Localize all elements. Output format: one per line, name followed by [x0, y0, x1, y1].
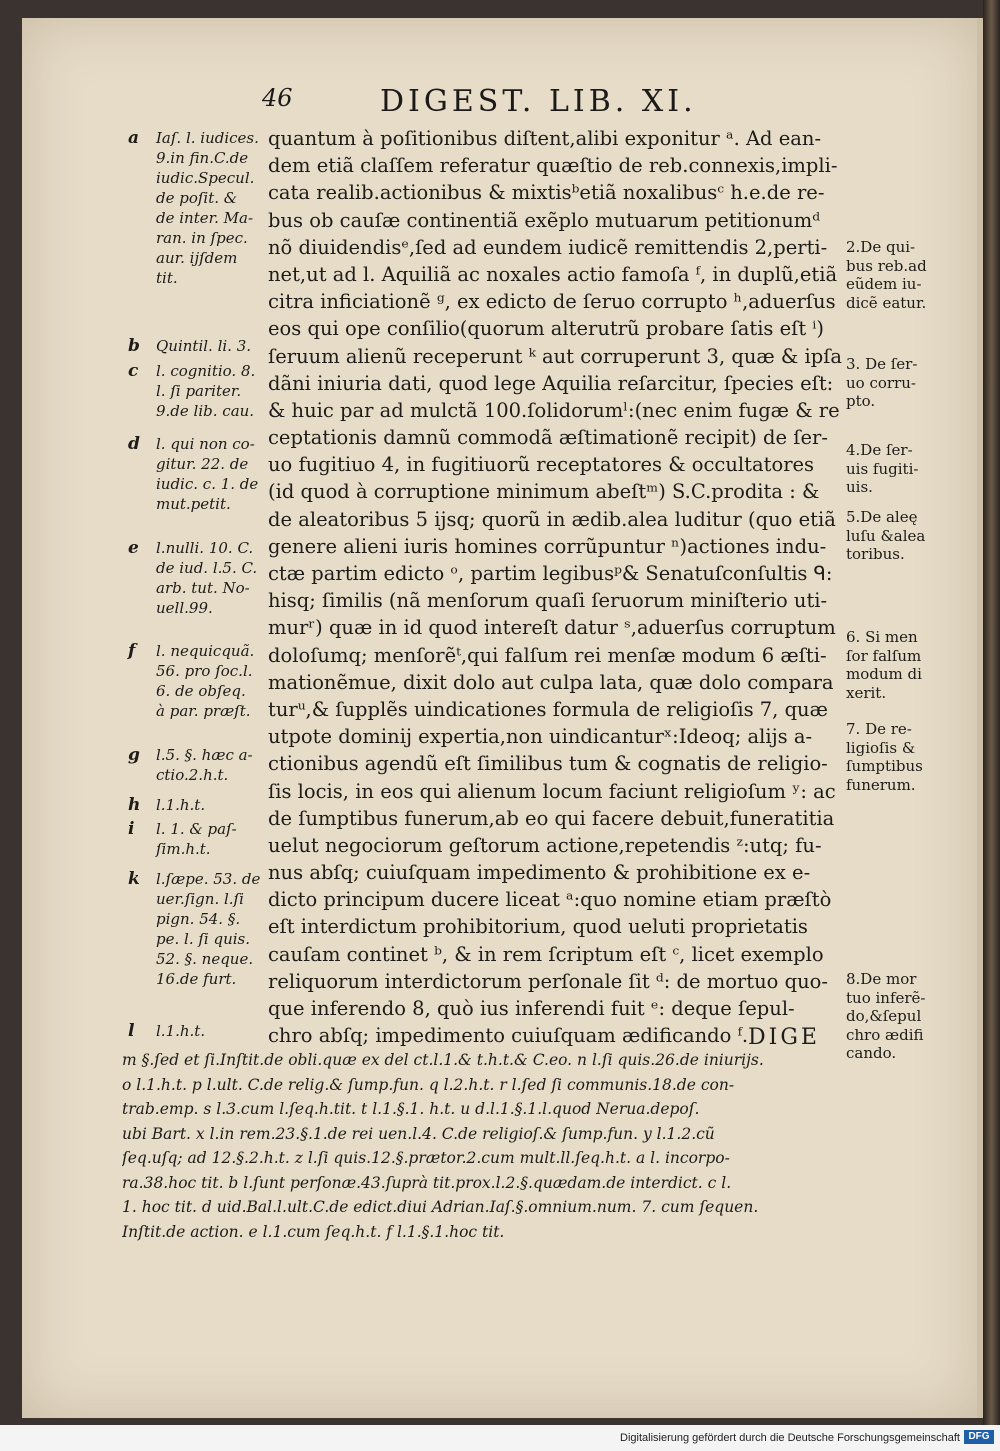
footnote-line: Inſtit.de action. e l.1.cum ſeq.h.t. f l.1.§.1.hoc tit. [122, 1222, 505, 1241]
footnote-line: ubi Bart. x l.in rem.23.§.1.de rei uen.l.4. C.de religioſ.& ſump.fun. y l.1.2.cũ [122, 1124, 715, 1143]
left-note [128, 361, 268, 421]
side-note: 7. De re- ligioſis & ſumptibus funerum. [846, 720, 923, 794]
left-note-mark: b [128, 336, 140, 356]
left-note-text: l.1.h.t. [156, 796, 206, 814]
left-note-mark: k [128, 869, 140, 889]
left-note-text: l. nequicquã. 56. pro ſoc.l. 6. de obſeq. à par. præſt. [156, 642, 255, 720]
left-note [128, 434, 268, 514]
text-line: que inferendo 8, quò ius inferendi fuit ᵉ: deque ſepul- [268, 997, 795, 1020]
text-line: bus ob cauſæ continentiã exẽplo mutuarum petitionumᵈ [268, 208, 821, 232]
side-note: 8.De mor tuo inferẽ- do,&ſepul chro ædifi cando. [846, 970, 926, 1062]
text-line: & huic par ad mulctã 100.ſolidorumˡ:(nec enim fugæ & re [268, 398, 840, 422]
left-note [128, 745, 268, 785]
left-note [128, 128, 268, 288]
left-note-text: l.nulli. 10. C. de iud. l.5. C. arb. tut. No- uell.99. [156, 539, 258, 617]
left-note-text: Quintil. li. 3. [156, 337, 252, 355]
text-line: cauſam continet ᵇ, & in rem ſcriptum eſt ᶜ, licet exemplo [268, 942, 824, 966]
text-line: (id quod à corruptione minimum abeſtᵐ) S.C.prodita : & [268, 480, 820, 504]
text-line: quantum à poſitionibus diſtent,alibi exponitur ᵃ. Ad ean- [268, 127, 822, 150]
text-line: dãni iniuria dati, quod lege Aquilia reſarcitur, ſpecies eſt: [268, 371, 834, 395]
left-note-mark: l [128, 1021, 135, 1041]
text-line: net,ut ad l. Aquiliã ac noxales actio famoſa ᶠ, in duplũ,etiã [268, 262, 838, 286]
catchword: DIGE [748, 1025, 820, 1050]
left-note [128, 641, 268, 721]
text-line: hisq; ſimilis (nã menſorum quaſi ſeruorum miniſterio uti- [268, 589, 828, 613]
left-note-mark: a [128, 128, 140, 148]
left-note-mark: e [128, 538, 139, 558]
main-text [268, 125, 843, 1049]
text-line: eos qui ope conſilio(quorum alterutrũ probare ſatis eſt ⁱ) [268, 317, 824, 341]
text-line: murʳ) quæ in id quod intereſt datur ˢ,aduerſus corruptum [268, 616, 836, 640]
dfg-logo: DFG [964, 1430, 994, 1444]
left-note [128, 869, 268, 989]
text-line: uo fugitiuo 4, in fugitiuorũ receptatores & occultatores [268, 453, 815, 477]
footnotes [122, 1048, 842, 1244]
left-note-text: l. qui non co- gitur. 22. de iudic. c. 1. de mut.petit. [156, 435, 259, 513]
text-line: utpote dominij expertia,non uindicanturˣ:Ideoq; alijs a- [268, 725, 813, 749]
left-note-mark: h [128, 795, 141, 815]
footnote-line: ra.38.hoc tit. b l.ſunt perſonæ.43.ſuprà tit.prox.l.2.§.quædam.de interdict. c l. [122, 1173, 732, 1192]
left-note-mark: d [128, 434, 140, 454]
left-note-text: Iaſ. l. iudices. 9.in fin.C.de iudic.Specul. de poſit. & de inter. Ma- ran. in ſpec. aur. ijſdem tit. [156, 129, 259, 287]
text-line: genere alieni iuris homines corrũpuntur ⁿ)actiones indu- [268, 534, 827, 558]
left-note [128, 1021, 268, 1041]
text-line: ctionibus agendũ eſt ſimilibus tum & cognatis de religio- [268, 752, 828, 776]
text-line: dicto principum ducere liceat ᵃ:quo nomine etiam præſtò [268, 888, 832, 912]
left-note [128, 795, 268, 815]
text-line: de ſumptibus funerum,ab eo qui facere debuit,funeratitia [268, 806, 835, 830]
footnote-line: m §.ſed et ſi.Inſtit.de obli.quæ ex del ct.l.1.& t.h.t.& C.eo. n l.ſi quis.26.de iniurijs. [122, 1051, 764, 1069]
left-note-text: l. 1. & paſ- ſim.h.t. [156, 820, 237, 858]
left-note-text: l.ſæpe. 53. de uer.ſign. l.ſi pign. 54. §. pe. l. ſi quis. 52. §. neque. 16.de furt. [156, 870, 261, 988]
left-note [128, 819, 268, 859]
side-note: 5.De aleę luſu &alea toribus. [846, 508, 926, 563]
text-line: de aleatoribus 5 ijsq; quorũ in ædib.alea luditur (quo etiã [268, 507, 836, 531]
footnote-line: trab.emp. s l.3.cum l.ſeq.h.tit. t l.1.§.1. h.t. u d.l.1.§.1.l.quod Nerua.depoſ. [122, 1100, 700, 1118]
footer-credit: Digitalisierung gefördert durch die Deutsche Forschungsgemeinschaft [620, 1432, 960, 1444]
side-note: 4.De ſer- uis fugiti- uis. [846, 441, 919, 496]
text-line: nõ diuidendisᵉ,ſed ad eundem iudicẽ remittendis 2,perti- [268, 235, 828, 259]
side-note: 3. De ſer- uo corru- pto. [846, 355, 918, 410]
text-line: ctæ partim edicto ᵒ, partim legibusᵖ& Senatuſconſultis ᑫ: [268, 562, 833, 585]
left-note-mark: f [128, 641, 136, 661]
page-header [262, 84, 782, 124]
text-line: nus abſq; cuiuſquam impedimento & prohibitione ex e- [268, 861, 811, 885]
text-line: citra inficiationẽ ᵍ, ex edicto de ſeruo corrupto ʰ,aduerſus [268, 290, 836, 314]
footnote-line: ſeq.uſq; ad 12.§.2.h.t. z l.ſi quis.12.§.prætor.2.cum mult.ll.ſeq.h.t. a l. incorpo- [122, 1149, 730, 1167]
left-note-mark: i [128, 819, 135, 839]
left-note-mark: g [128, 745, 140, 765]
page-number: 46 [262, 84, 293, 112]
side-note: 2.De qui- bus reb.ad eũdem iu- dicẽ eatur. [846, 238, 927, 312]
text-line: ſis locis, in eos qui alienum locum faciunt religioſum ʸ: ac [268, 779, 836, 803]
text-line: mationẽmue, dixit dolo aut culpa lata, quæ dolo compara [268, 670, 834, 694]
text-line: reliquorum interdictorum perſonale ſit ᵈ: de mortuo quo- [268, 969, 828, 993]
text-line: turᵘ,& ſupplẽs uindicationes formula de religioſis 7, quæ [268, 697, 828, 721]
text-line: uelut negociorum geſtorum actione,repetendis ᶻ:utq; fu- [268, 833, 822, 857]
text-line: ſeruum alienũ receperunt ᵏ aut corruperunt 3, quæ & ipſa [268, 344, 843, 368]
footnote-line: 1. hoc tit. d uid.Bal.l.ult.C.de edict.diui Adrian.Iaſ.§.omnium.num. 7. cum ſequen. [122, 1198, 759, 1216]
left-note-mark: c [128, 361, 139, 381]
text-line: chro abſq; impedimento cuiuſquam ædificando ᶠ. [268, 1024, 749, 1048]
left-note [128, 538, 268, 618]
text-line: ceptationis damnũ commodã æſtimationẽ recipit) de ſer- [268, 426, 828, 450]
left-note-text: l.1.h.t. [156, 1022, 206, 1040]
left-note [128, 336, 268, 356]
running-title: DIGEST. LIB. XI. [380, 84, 697, 119]
footnote-line: o l.1.h.t. p l.ult. C.de relig.& ſump.fun. q l.2.h.t. r l.ſed ſi communis.18.de con- [122, 1075, 735, 1094]
text-line: eſt interdictum prohibitorium, quod ueluti proprietatis [268, 915, 808, 939]
text-line: doloſumq; menſorẽᵗ,qui falſum rei menſæ modum 6 æſti- [268, 643, 827, 667]
text-line: cata realib.actionibus & mixtisᵇetiã noxalibusᶜ h.e.de re- [268, 181, 825, 205]
left-note-text: l. cognitio. 8. l. ſi pariter. 9.de lib. cau. [156, 362, 256, 420]
book-edge [983, 0, 1000, 1451]
left-note-text: l.5. §. hæc a- ctio.2.h.t. [156, 746, 253, 784]
side-note: 6. Si men ſor falſum modum di xerit. [846, 628, 922, 702]
text-line: dem etiã claſſem referatur quæſtio de reb.connexis,impli- [268, 154, 838, 178]
